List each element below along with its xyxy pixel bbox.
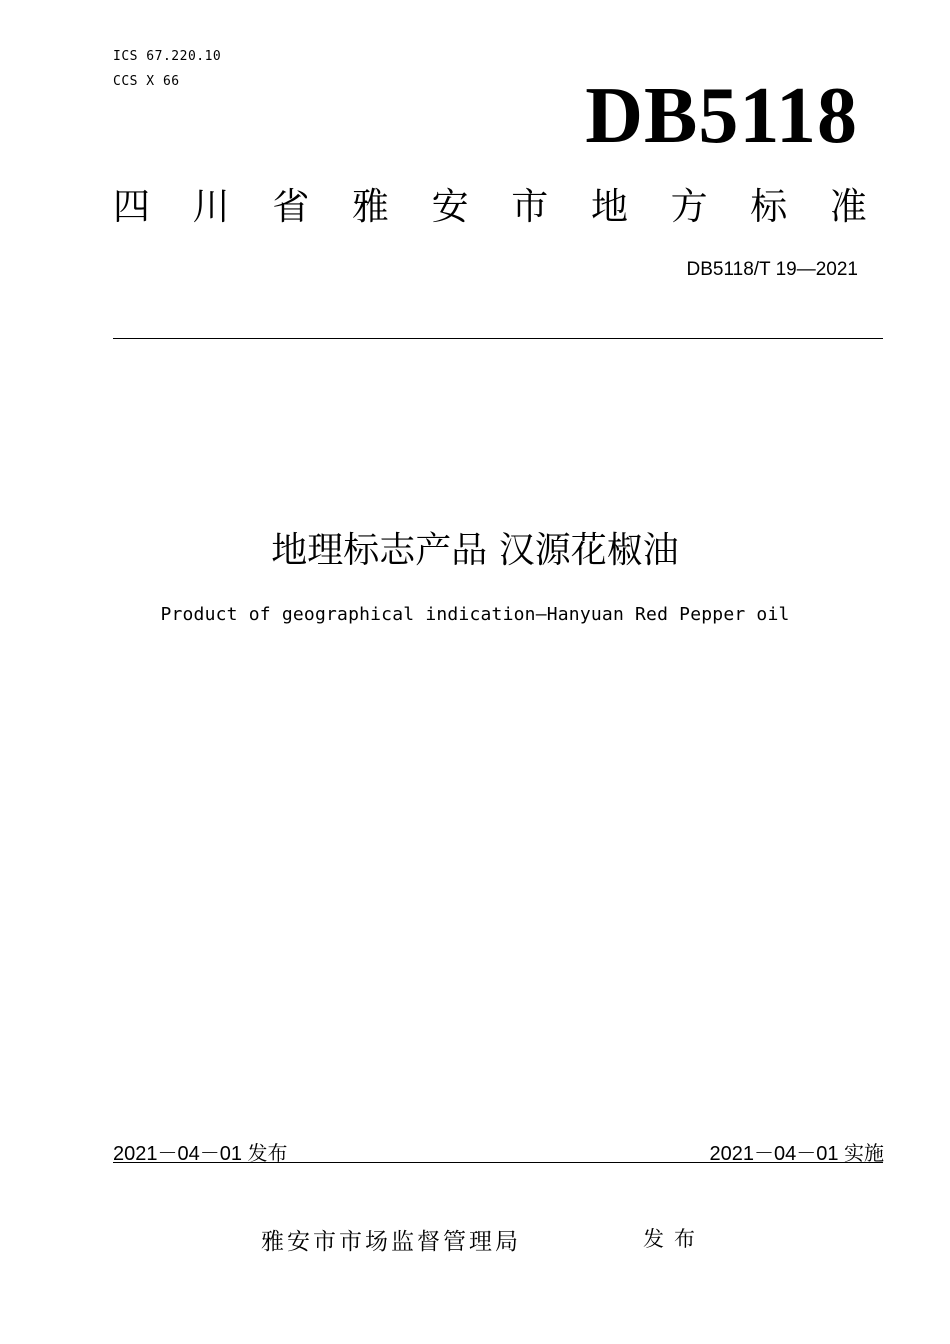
standard-type-char: 四	[113, 185, 150, 228]
header-divider	[113, 338, 883, 339]
standard-type-char: 方	[670, 185, 708, 228]
standard-number: DB5118/T 19—2021	[686, 259, 858, 280]
document-title-cn	[0, 527, 950, 575]
issuing-action: 发布	[643, 1227, 705, 1251]
standard-type-char: 标	[750, 185, 788, 228]
db-code-logo: DB5118	[585, 72, 858, 160]
footer-divider	[113, 1162, 883, 1163]
standard-type-char: 安	[431, 185, 469, 228]
standard-type-char: 市	[511, 185, 549, 228]
title-cn-part2: 汉源花椒油	[498, 530, 679, 571]
standard-type-char: 地	[590, 185, 628, 228]
standard-type-char: 雅	[351, 185, 389, 228]
ics-code: ICS 67.220.10	[113, 49, 222, 64]
standard-type-char: 省	[272, 185, 310, 228]
standard-type-char: 准	[829, 185, 867, 228]
ccs-code: CCS X 66	[113, 74, 180, 89]
title-cn-part1: 地理标志产品	[271, 530, 488, 571]
standard-type-title	[113, 186, 867, 228]
standard-type-char: 川	[192, 185, 230, 228]
implementation-date: 2021－04－01 实施	[709, 1143, 884, 1165]
document-title-en: Product of geographical indication—Hanyuan Red Pepper oil	[160, 604, 790, 625]
issuing-authority: 雅安市市场监督管理局	[261, 1229, 521, 1255]
issue-date: 2021－04－01 发布	[113, 1143, 288, 1165]
